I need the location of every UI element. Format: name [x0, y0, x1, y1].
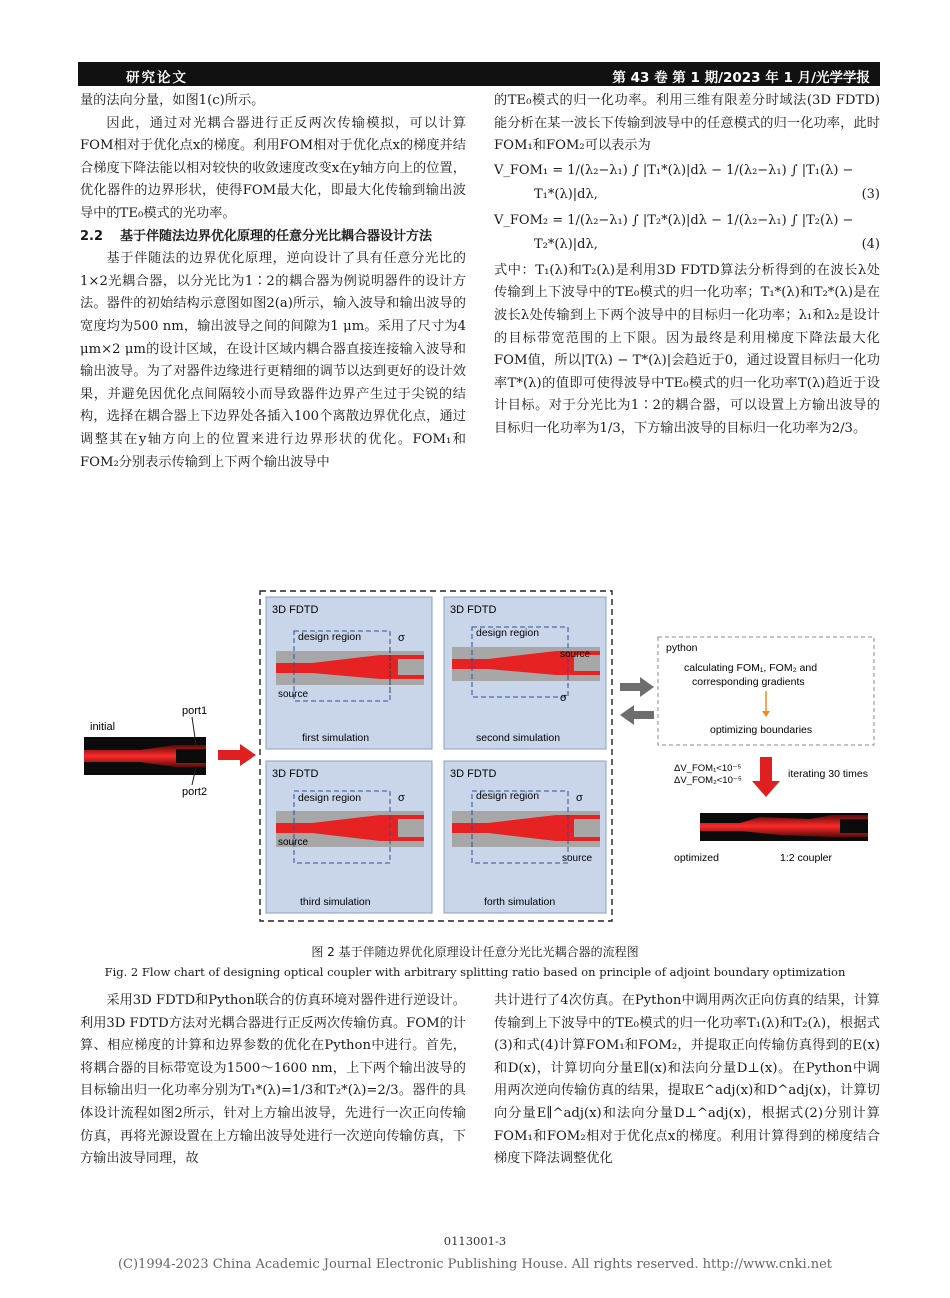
python-label: python [666, 642, 698, 654]
equation-3-number: (3) [861, 186, 880, 202]
calc-line-2: corresponding gradients [692, 676, 805, 688]
section-heading [80, 226, 466, 249]
design-region-label: design region [298, 631, 362, 643]
arrow-left-icon [620, 705, 654, 725]
optimizing-label: optimizing boundaries [710, 724, 813, 736]
arrow-down-icon [752, 757, 780, 797]
sigma-label: σ [398, 792, 405, 804]
figure-caption-cn: 图 2 基于伴随边界优化原理设计任意分光比光耦合器的流程图 [311, 945, 639, 959]
delta-fom1-label: ΔV_FOM₁<10⁻⁵ [674, 763, 742, 774]
forth-simulation-label: forth simulation [484, 896, 556, 908]
source-label: source [562, 853, 593, 864]
copyright-line: (C)1994-2023 China Academic Journal Electronic Publishing House. All rights reserved. http://www.cnki.net [117, 1257, 833, 1272]
right-column-top [494, 90, 880, 441]
source-label: source [278, 837, 309, 848]
port2-label: port2 [182, 786, 208, 798]
optimized-coupler [674, 813, 868, 864]
right-paragraph-1: 的TE₀模式的归一化功率。利用三维有限差分时域法(3D FDTD)能分析在某一波长下传输到波导中的任意模式的归一化功率，此时FOM₁和FOM₂可以表示为 [494, 93, 880, 154]
coupler-label: 1:2 coupler [780, 852, 832, 864]
left-paragraph-3: 基于伴随法的边界优化原理，逆向设计了具有任意分光比的1×2光耦合器，以分光比为1∶2的耦合器为例说明器件的设计方法。器件的初始结构示意图如图2(a)所示，输入波导和输出波导的宽度均为500 nm，输出波导之间的间隙为1 μm。采用了尺寸为4 μm×2 μm的设计区域，在设计区域内耦合器直接连接输入波导和输出波导。为了对器件边缘进行更精细的调节以达到更好的设计效果，并避免因优化点间隔较小而导致器件边界产生过于尖锐的结构，选择在耦合器上下边界处各插入100个离散边界优化点，通过调整其在y轴方向上的位置来进行边界形状的优化。FOM₁和FOM₂分别表示传输到上下两个输出波导中 [80, 251, 466, 470]
left-paragraph-1: 量的法向分量，如图1(c)所示。 [80, 93, 265, 108]
equation-3-line-2: T₁*(λ)|dλ, [534, 186, 598, 202]
iterating-label: iterating 30 times [788, 768, 868, 780]
left-column-top [80, 90, 466, 474]
design-region-label: design region [298, 792, 362, 804]
header-section: 研究论文 [126, 70, 188, 86]
sigma-label: σ [576, 792, 583, 804]
page-number: 0113001-3 [443, 1234, 507, 1248]
port1-label: port1 [182, 705, 208, 717]
calc-line-1: calculating FOM₁, FOM₂ and [684, 662, 818, 674]
left-paragraph-2: 因此，通过对光耦合器进行正反两次传输模拟，可以计算FOM相对于优化点x的梯度。利用FOM相对于优化点x的梯度并结合梯度下降法能以相对较快的收敛速度改变x在y轴方向上的位置，优化器件的边界形状，使得FOM最大化，即最大化传输到输出波导中的TE₀模式的光功率。 [80, 115, 466, 221]
equation-4-line-1: V_FOM₂ = 1/(λ₂−λ₁) ∫ |T₂*(λ)|dλ − 1/(λ₂−λ₁) ∫ |T₂(λ) − [494, 212, 854, 228]
panel-second-simulation [444, 597, 606, 749]
first-simulation-label: first simulation [302, 732, 370, 744]
source-label: source [560, 649, 591, 660]
design-region-label: design region [476, 627, 540, 639]
initial-label: initial [90, 721, 116, 733]
figure-caption-en: Fig. 2 Flow chart of designing optical coupler with arbitrary splitting ratio based on principle of adjoint boundary optimization [104, 965, 846, 979]
equation-4-number: (4) [861, 236, 880, 252]
initial-device [84, 705, 207, 798]
panel-first-title: 3D FDTD [272, 604, 319, 616]
equation-4 [494, 210, 880, 258]
arrow-right-icon [620, 677, 654, 697]
delta-fom2-label: ΔV_FOM₂<10⁻⁵ [674, 775, 742, 786]
optimized-label: optimized [674, 852, 719, 864]
panel-third-simulation [266, 761, 432, 913]
running-header [78, 62, 880, 86]
python-box [658, 637, 874, 745]
third-simulation-label: third simulation [300, 896, 371, 908]
right-bottom-paragraph: 共计进行了4次仿真。在Python中调用两次正向仿真的结果，计算传输到上下波导中的TE₀模式的归一化功率T₁(λ)和T₂(λ)，根据式(3)和式(4)计算FOM₁和FOM₂，并提取正向传输仿真得到的E(x)和D(x)，计算切向分量E∥(x)和法向分量D⊥(x)。在Python中调用两次逆向传输仿真的结果，提取E^adj(x)和D^adj(x)，计算切向分量E∥^adj(x)和法向分量D⊥^adj(x)，根据式(2)分别计算FOM₁和FOM₂相对于优化点x的梯度。利用计算得到的梯度结合梯度下降法调整优化 [494, 993, 880, 1167]
source-label: source [278, 689, 309, 700]
section-number: 2.2 [80, 228, 104, 244]
panel-third-title: 3D FDTD [272, 768, 319, 780]
section-title: 基于伴随法边界优化原理的任意分光比耦合器设计方法 [120, 228, 433, 244]
figure-2-flowchart [80, 585, 880, 930]
equation-4-line-2: T₂*(λ)|dλ, [534, 236, 598, 252]
equation-3 [494, 160, 880, 208]
arrow-right-icon [218, 744, 256, 766]
sigma-label: σ [398, 632, 405, 644]
panel-forth-simulation [444, 761, 606, 913]
equation-3-line-1: V_FOM₁ = 1/(λ₂−λ₁) ∫ |T₁*(λ)|dλ − 1/(λ₂−λ₁) ∫ |T₁(λ) − [494, 162, 854, 178]
panel-first-simulation [266, 597, 432, 749]
panel-forth-title: 3D FDTD [450, 768, 497, 780]
second-simulation-label: second simulation [476, 732, 561, 744]
design-region-label: design region [476, 790, 540, 802]
right-paragraph-2: 式中：T₁(λ)和T₂(λ)是利用3D FDTD算法分析得到的在波长λ处传输到上下波导中的TE₀模式的归一化功率；T₁*(λ)和T₂*(λ)是在波长λ处传输到上下两个波导中的目标归一化功率；λ₁和λ₂是设计的目标带宽范围的上下限。因为最终是利用梯度下降法最大化FOM值，所以|T(λ) − T*(λ)|会趋近于0，通过设置目标归一化功率T*(λ)的值即可使得波导中TE₀模式的归一化功率T(λ)趋近于设计目标。对于分光比为1∶2的耦合器，可以设置上方输出波导的目标归一化功率为1/3，下方输出波导的目标归一化功率为2/3。 [494, 262, 880, 436]
left-bottom-paragraph: 采用3D FDTD和Python联合的仿真环境对器件进行逆设计。利用3D FDTD方法对光耦合器进行正反两次传输仿真。FOM的计算、相应梯度的计算和边界参数的优化在Python中进行。首先，将耦合器的目标带宽设为1500～1600 nm，上下两个输出波导的目标输出归一化功率分别为T₁*(λ)=1/3和T₂*(λ)=2/3。器件的具体设计流程如图2所示，针对上方输出波导，先进行一次正向传输仿真，再将光源设置在上方输出波导处进行一次逆向传输仿真，下方输出波导同理，故 [80, 993, 466, 1167]
header-journal: 第 43 卷 第 1 期/2023 年 1 月/光学学报 [612, 70, 870, 86]
panel-second-title: 3D FDTD [450, 604, 497, 616]
right-column-bottom [494, 990, 880, 1171]
left-column-bottom [80, 990, 466, 1171]
sigma-label: σ [560, 692, 567, 704]
